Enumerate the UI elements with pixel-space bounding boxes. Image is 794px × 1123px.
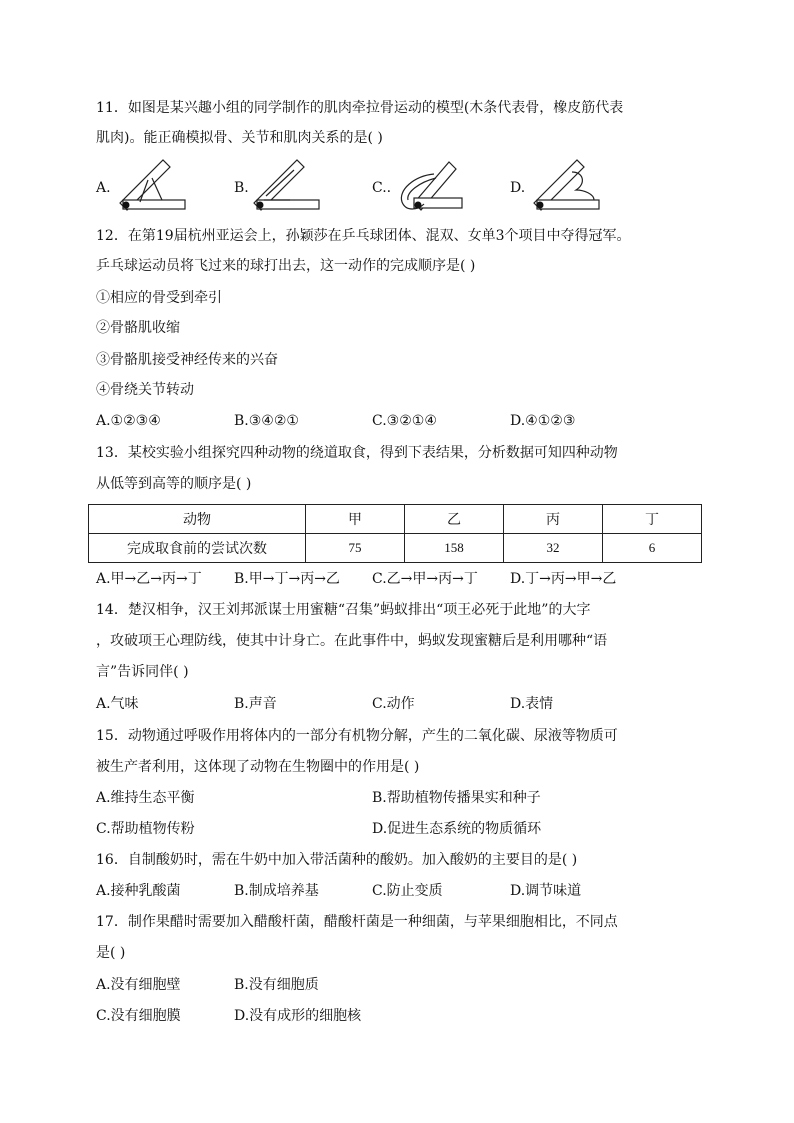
table-header-row xyxy=(89,505,702,534)
q11-option-a-figure xyxy=(118,160,188,216)
q11-stem-line2: 肌肉)。能正确模拟骨、关节和肌肉关系的是( ) xyxy=(96,130,383,146)
q14-stem-line1: 14．楚汉相争，汉王刘邦派谋士用蜜糖“召集”蚂蚁排出“项王必死于此地”的大字 xyxy=(96,602,591,618)
q11-option-d-figure xyxy=(532,158,602,216)
q16-option-c: C.防止变质 xyxy=(372,883,443,899)
q12-option-b: B.③④②① xyxy=(234,413,299,429)
q13-option-b: B.甲→丁→丙→乙 xyxy=(234,571,340,587)
q12-item-4: ④骨绕关节转动 xyxy=(96,382,194,398)
q12-item-2: ②骨骼肌收缩 xyxy=(96,320,180,336)
table-row-label: 完成取食前的尝试次数 xyxy=(89,534,306,563)
table-header-cell: 乙 xyxy=(405,505,504,534)
q14-stem-line2: ，攻破项王心理防线，使其中计身亡。在此事件中，蚂蚁发现蜜糖后是利用哪种“语 xyxy=(96,633,608,649)
q14-option-c: C.动作 xyxy=(372,696,415,712)
q15-stem-line2: 被生产者利用，这体现了动物在生物圈中的作用是( ) xyxy=(96,759,420,775)
q13-option-a: A.甲→乙→丙→丁 xyxy=(96,571,202,587)
q15-stem-line1: 15．动物通过呼吸作用将体内的一部分有机物分解，产生的二氧化碳、尿液等物质可 xyxy=(96,728,618,744)
q16-option-d: D.调节味道 xyxy=(510,883,582,899)
table-header-cell: 动物 xyxy=(89,505,306,534)
table-header-cell: 甲 xyxy=(306,505,405,534)
q16-option-a: A.接种乳酸菌 xyxy=(96,883,181,899)
q11-option-a-label: A. xyxy=(96,180,111,196)
table-cell: 75 xyxy=(306,534,405,563)
q13-stem-line1: 13．某校实验小组探究四种动物的绕道取食，得到下表结果，分析数据可知四种动物 xyxy=(96,445,618,461)
q16-option-b: B.制成培养基 xyxy=(234,883,319,899)
q15-option-d: D.促进生态系统的物质循环 xyxy=(372,821,542,837)
q13-option-d: D.丁→丙→甲→乙 xyxy=(510,571,617,587)
q11-option-c-figure xyxy=(394,160,464,216)
q13-stem-line2: 从低等到高等的顺序是( ) xyxy=(96,476,252,492)
q16-stem-line1: 16．自制酸奶时，需在牛奶中加入带活菌种的酸奶。加入酸奶的主要目的是( ) xyxy=(96,852,578,868)
q15-option-c: C.帮助植物传粉 xyxy=(96,821,195,837)
q11-option-c-label: C.. xyxy=(372,180,392,196)
q12-item-3: ③骨骼肌接受神经传来的兴奋 xyxy=(96,352,278,368)
q17-option-b: B.没有细胞质 xyxy=(234,977,319,993)
q11-option-d-label: D. xyxy=(510,180,526,196)
q12-option-c: C.③②①④ xyxy=(372,413,437,429)
table-row xyxy=(89,534,702,563)
q14-option-a: A.气味 xyxy=(96,696,139,712)
q17-stem-line1: 17．制作果醋时需要加入醋酸杆菌，醋酸杆菌是一种细菌，与苹果细胞相比，不同点 xyxy=(96,914,618,930)
table-cell: 158 xyxy=(405,534,504,563)
q17-option-c: C.没有细胞膜 xyxy=(96,1008,181,1024)
q11-stem-line1: 11．如图是某兴趣小组的同学制作的肌肉牵拉骨运动的模型(木条代表骨，橡皮筋代表 xyxy=(96,100,624,116)
q12-option-a: A.①②③④ xyxy=(96,413,161,429)
q17-stem-line2: 是( ) xyxy=(96,945,126,961)
table-cell: 32 xyxy=(504,534,603,563)
q12-stem-line1: 12．在第19届杭州亚运会上，孙颖莎在乒乓球团体、混双、女单3个项目中夺得冠军。 xyxy=(96,228,631,244)
q14-stem-line3: 言”告诉同伴( ) xyxy=(96,664,189,680)
q12-stem-line2: 乒乓球运动员将飞过来的球打出去，这一动作的完成顺序是( ) xyxy=(96,258,476,274)
table-header-cell: 丙 xyxy=(504,505,603,534)
q12-option-d: D.④①②③ xyxy=(510,413,576,429)
q15-option-b: B.帮助植物传播果实和种子 xyxy=(372,790,541,806)
q17-option-a: A.没有细胞壁 xyxy=(96,977,181,993)
q15-option-a: A.维持生态平衡 xyxy=(96,790,195,806)
q13-option-c: C.乙→甲→丙→丁 xyxy=(372,571,478,587)
q14-option-d: D.表情 xyxy=(510,696,554,712)
q12-item-1: ①相应的骨受到牵引 xyxy=(96,290,222,306)
q14-option-b: B.声音 xyxy=(234,696,277,712)
q13-table xyxy=(88,504,702,563)
q11-option-b-figure xyxy=(252,160,322,216)
q11-option-b-label: B. xyxy=(234,180,249,196)
table-header-cell: 丁 xyxy=(603,505,702,534)
table-cell: 6 xyxy=(603,534,702,563)
q17-option-d: D.没有成形的细胞核 xyxy=(234,1008,362,1024)
